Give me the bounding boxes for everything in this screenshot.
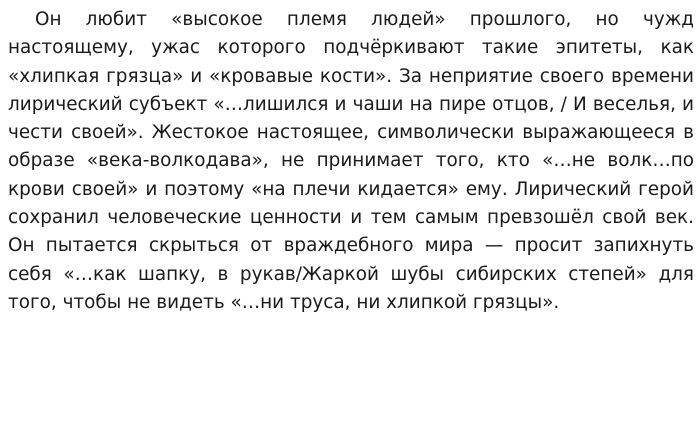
document-page — [8, 6, 694, 317]
body-paragraph: Он любит «высокое племя людей» прошлого, но чужд настоящему, ужас которого подчёркивают такие эпитеты, как «хлипкая грязца» и «кровавые кости». За неприятие своего времени лирический субъект «…лишился и чаши на пире отцов, / И веселья, и чести своей». Жестокое настоящее, символически выражающееся в образе «века-волкодава», не принимает того, кто «…не волк…по крови своей» и поэтому «на плечи кидается» ему. Лирический герой сохранил человеческие ценности и тем самым превзошёл свой век. Он пытается скрыться от враждебного мира — просит запихнуть себя «…как шапку, в рукав/Жаркой шубы сибирских степей» для того, чтобы не видеть «…ни труса, ни хлипкой грязцы». — [8, 9, 694, 313]
